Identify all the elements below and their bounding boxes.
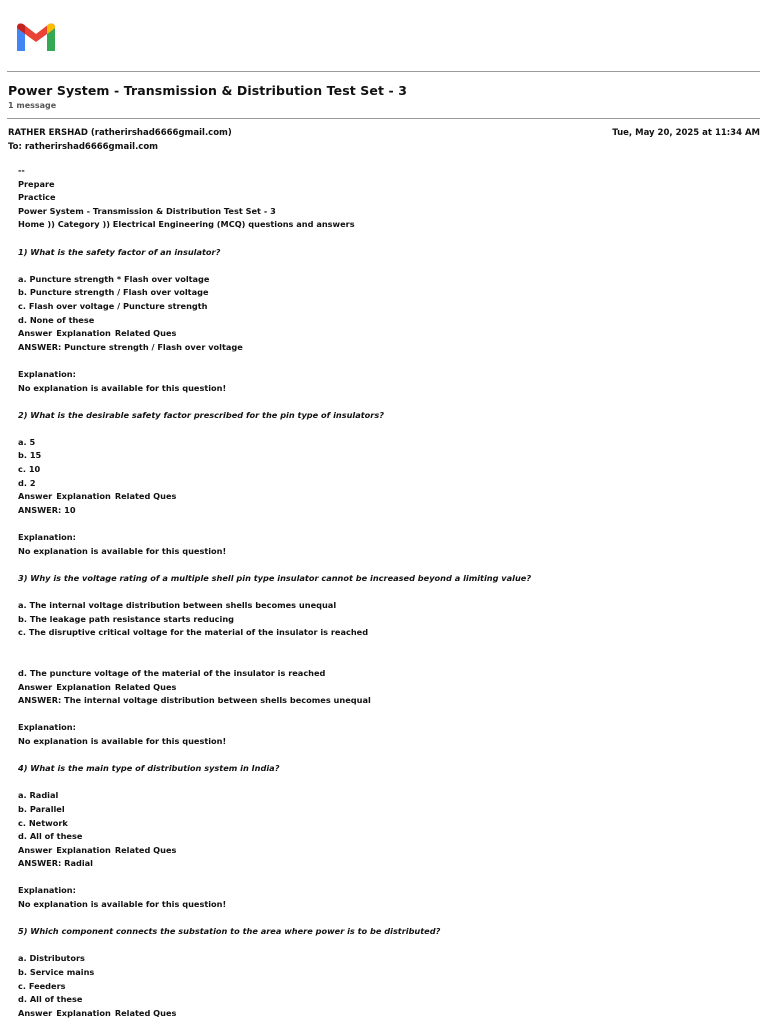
question-text: 5) Which component connects the substation to the area where power is to be distributed?	[18, 926, 441, 937]
spacer	[18, 939, 748, 953]
option-item: d. 2	[18, 477, 36, 488]
spacer	[18, 871, 748, 885]
sender: RATHER ERSHAD (ratherirshad6666gmail.com)	[8, 128, 232, 138]
email-date: Tue, May 20, 2025 at 11:34 AM	[612, 128, 760, 138]
spacer	[18, 708, 748, 722]
spacer	[18, 776, 748, 790]
answer-text: ANSWER: The internal voltage distribution between shells becomes unequal	[18, 695, 371, 706]
prepare-link[interactable]: Prepare	[18, 178, 55, 189]
spacer	[18, 585, 748, 599]
option-item: b. The leakage path resistance starts reducing	[18, 613, 235, 624]
email-body	[18, 164, 748, 1020]
option-item: c. Network	[18, 817, 68, 828]
answer-link[interactable]: Answer	[18, 491, 53, 502]
breadcrumb: Home )) Category )) Electrical Engineering (MCQ) questions and answers	[18, 219, 355, 230]
related-questions-link[interactable]: Related Ques	[114, 681, 177, 692]
option-item: a. Puncture strength * Flash over voltage	[18, 273, 210, 284]
option-item	[18, 640, 748, 654]
option-item: d. All of these	[18, 831, 83, 842]
email-subject: Power System - Transmission & Distribution Test Set - 3	[8, 83, 408, 98]
question-text: 1) What is the safety factor of an insulator?	[18, 246, 221, 257]
message-count: 1 message	[8, 101, 57, 110]
option-item: a. Radial	[18, 790, 59, 801]
explanation-text: No explanation is available for this question!	[18, 545, 227, 556]
option-item: b. Service mains	[18, 967, 95, 978]
explanation-text: No explanation is available for this question!	[18, 899, 227, 910]
signature-dash: --	[18, 165, 25, 175]
option-item: d. The puncture voltage of the material of the insulator is reached	[18, 667, 326, 678]
option-item	[18, 653, 748, 667]
explanation-link[interactable]: Explanation	[56, 1007, 111, 1018]
answer-link[interactable]: Answer	[18, 1007, 53, 1018]
spacer	[18, 558, 748, 572]
answer-links	[18, 327, 748, 341]
explanation-label: Explanation:	[18, 368, 76, 379]
spacer	[18, 749, 748, 763]
answer-links	[18, 844, 748, 858]
spacer	[18, 232, 748, 246]
related-questions-link[interactable]: Related Ques	[114, 491, 177, 502]
question-list	[18, 232, 748, 1020]
spacer	[18, 395, 748, 409]
explanation-label: Explanation:	[18, 885, 76, 896]
recipient: To: ratherirshad6666gmail.com	[8, 142, 159, 152]
practice-link[interactable]: Practice	[18, 192, 56, 203]
option-item: c. 10	[18, 464, 41, 475]
spacer	[18, 517, 748, 531]
related-questions-link[interactable]: Related Ques	[114, 328, 177, 339]
question-text: 2) What is the desirable safety factor prescribed for the pin type of insulators?	[18, 409, 384, 420]
answer-links	[18, 1007, 748, 1021]
answer-links	[18, 490, 748, 504]
explanation-link[interactable]: Explanation	[56, 328, 111, 339]
option-item: c. Flash over voltage / Puncture strength	[18, 300, 208, 311]
related-questions-link[interactable]: Related Ques	[114, 844, 177, 855]
explanation-label: Explanation:	[18, 532, 76, 543]
spacer	[18, 259, 748, 273]
answer-text: ANSWER: 10	[18, 504, 76, 515]
option-item: a. 5	[18, 436, 36, 447]
option-item: b. Parallel	[18, 803, 65, 814]
related-questions-link[interactable]: Related Ques	[114, 1007, 177, 1018]
answer-links	[18, 681, 748, 695]
option-item: d. All of these	[18, 994, 83, 1005]
header-divider	[7, 71, 760, 72]
explanation-link[interactable]: Explanation	[56, 844, 111, 855]
answer-link[interactable]: Answer	[18, 328, 53, 339]
explanation-link[interactable]: Explanation	[56, 491, 111, 502]
test-title: Power System - Transmission & Distribution Test Set - 3	[18, 205, 276, 216]
answer-link[interactable]: Answer	[18, 681, 53, 692]
option-item: a. The internal voltage distribution between shells becomes unequal	[18, 600, 337, 610]
answer-text: ANSWER: Puncture strength / Flash over voltage	[18, 341, 243, 352]
gmail-logo-icon[interactable]	[14, 20, 58, 54]
option-item: d. None of these	[18, 314, 95, 325]
answer-link[interactable]: Answer	[18, 844, 53, 855]
explanation-text: No explanation is available for this question!	[18, 735, 227, 746]
spacer	[18, 912, 748, 926]
option-item: c. Feeders	[18, 980, 66, 991]
explanation-link[interactable]: Explanation	[56, 681, 111, 692]
explanation-text: No explanation is available for this question!	[18, 382, 227, 393]
option-item: b. Puncture strength / Flash over voltage	[18, 287, 209, 298]
spacer	[18, 422, 748, 436]
answer-text: ANSWER: Radial	[18, 858, 93, 869]
subject-divider	[7, 118, 760, 119]
option-item: b. 15	[18, 450, 42, 461]
spacer	[18, 354, 748, 368]
explanation-label: Explanation:	[18, 722, 76, 733]
question-text: 4) What is the main type of distribution system in India?	[18, 763, 280, 774]
option-item: a. Distributors	[18, 953, 85, 964]
question-text: 3) Why is the voltage rating of a multiple shell pin type insulator cannot be increased beyond a limiting value?	[18, 572, 532, 583]
option-item: c. The disruptive critical voltage for the material of the insulator is reached	[18, 627, 369, 638]
